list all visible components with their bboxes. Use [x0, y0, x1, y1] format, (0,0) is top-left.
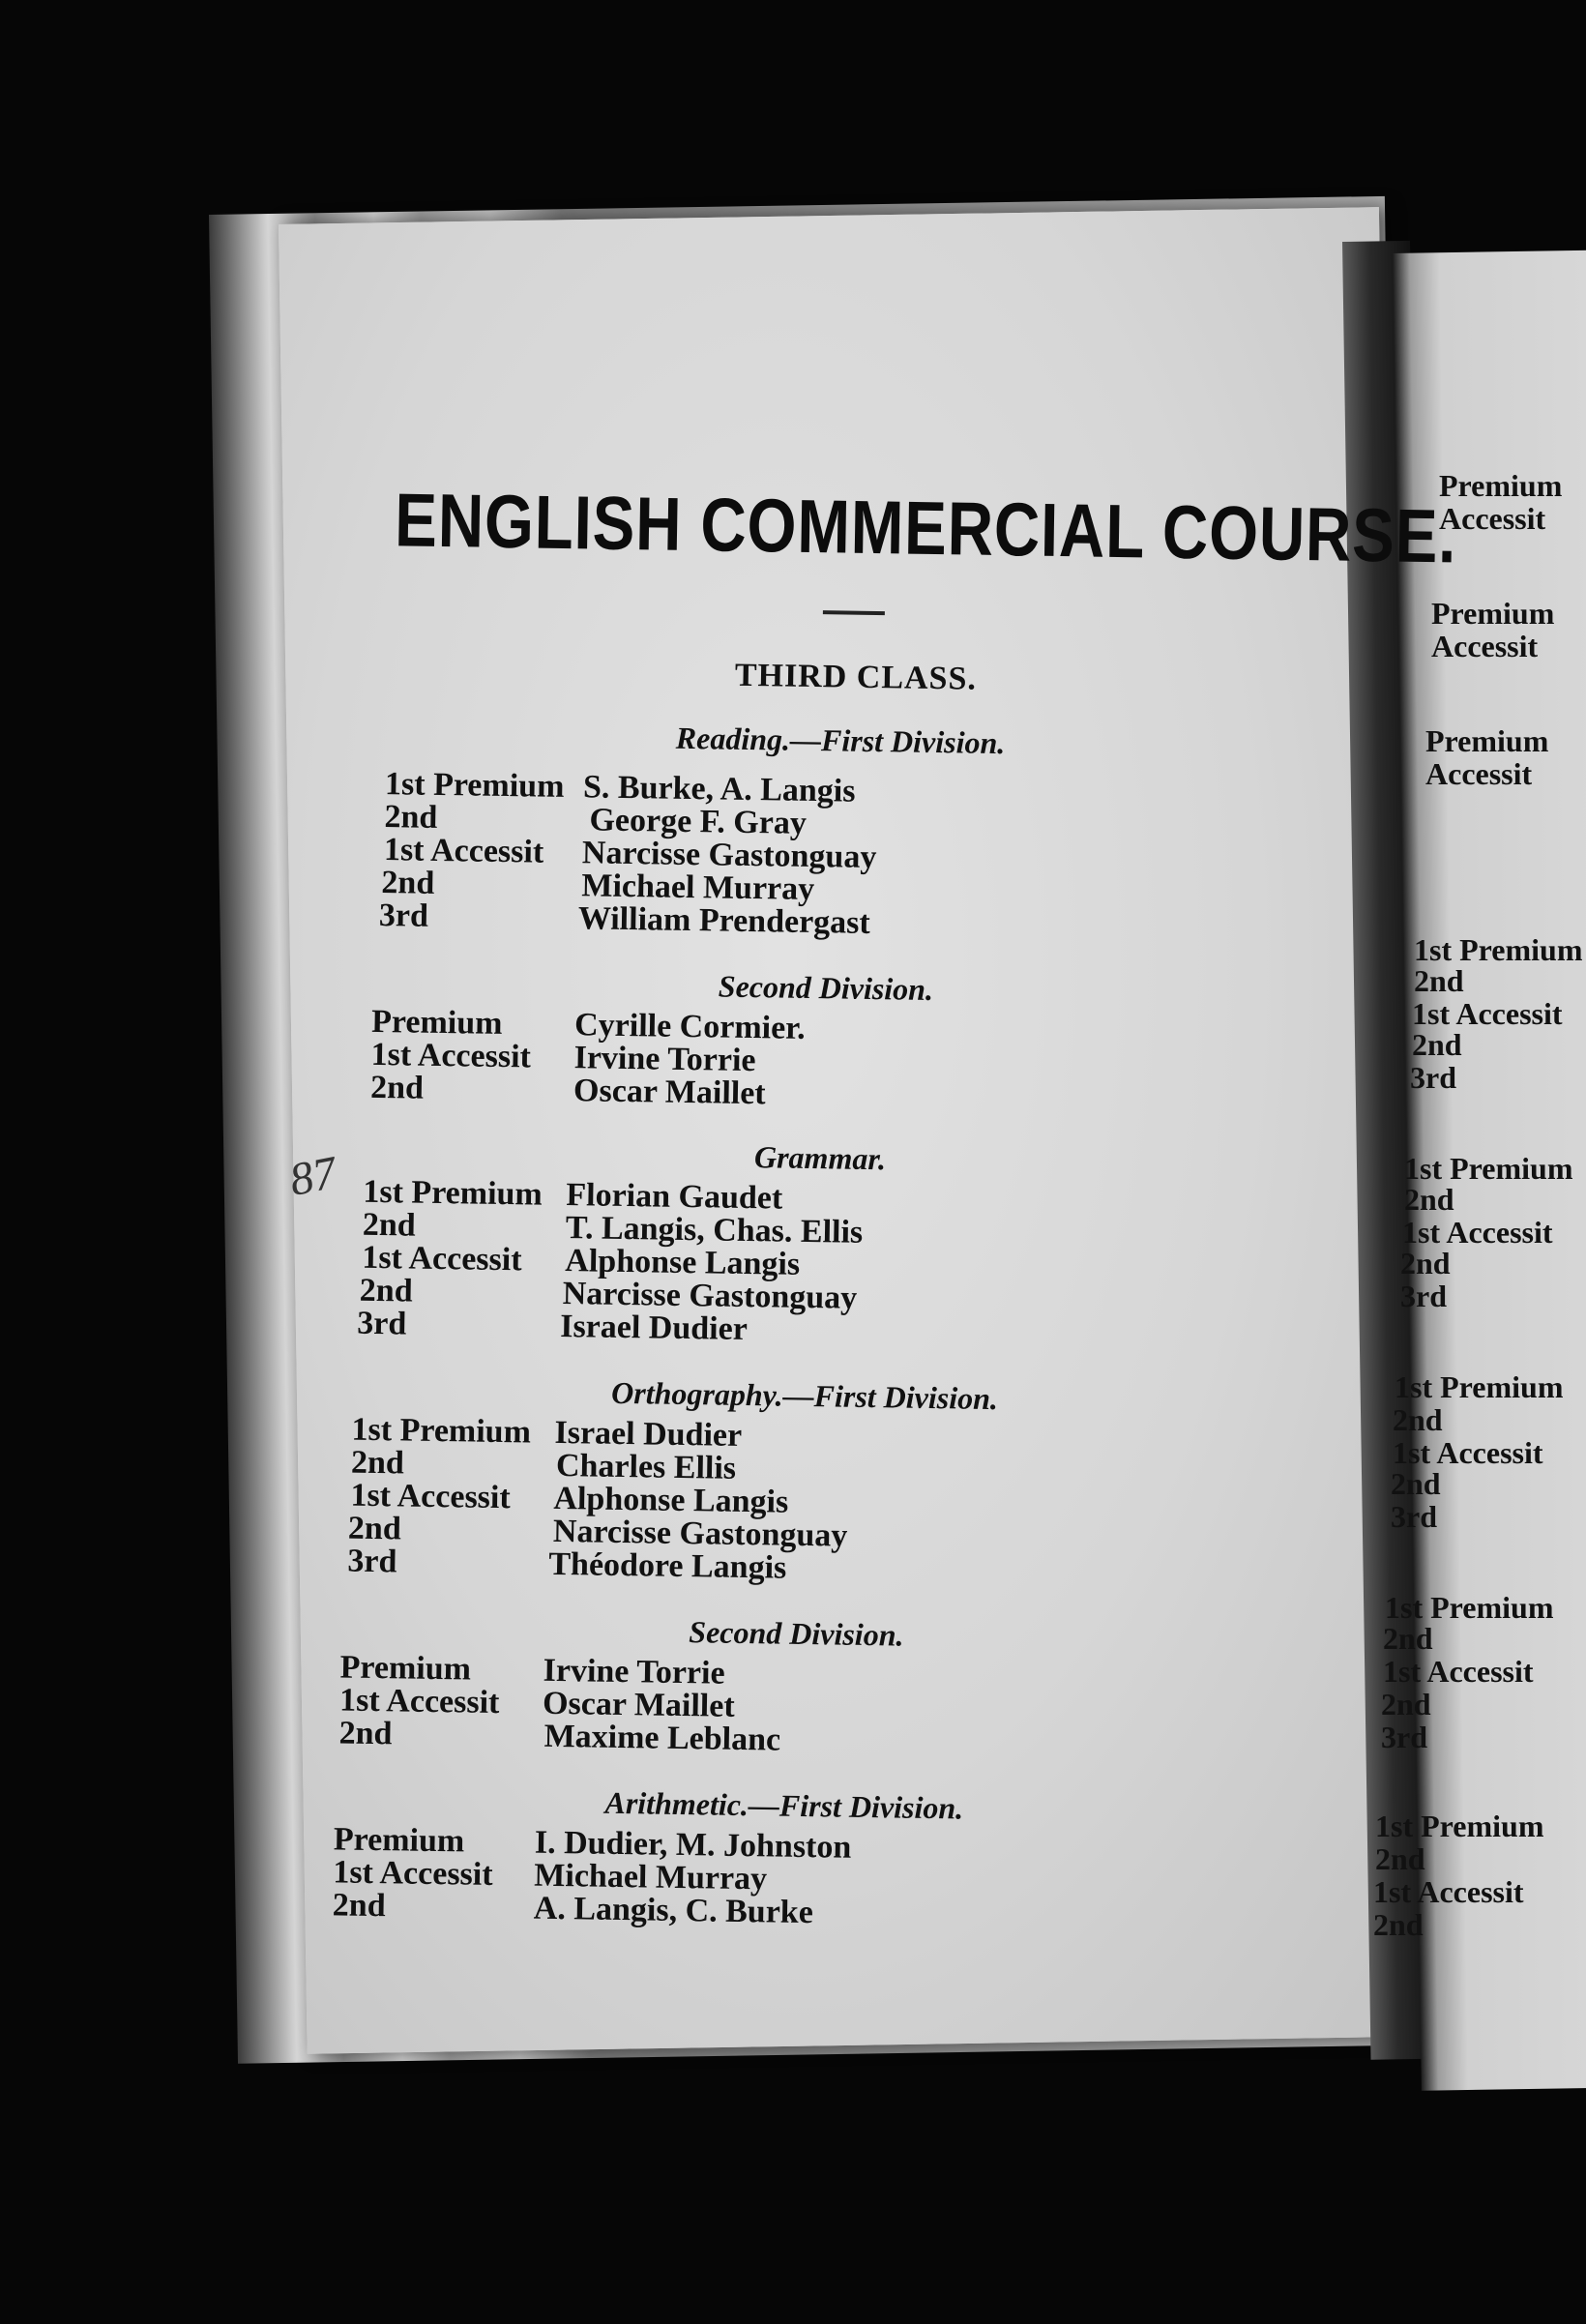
facing-label: 2nd	[1414, 963, 1464, 998]
facing-label: Premium	[1431, 596, 1555, 631]
facing-label: 3rd	[1410, 1060, 1456, 1095]
facing-label: Accessit	[1431, 629, 1539, 663]
section-heading: Second Division.	[689, 1614, 904, 1653]
facing-label: 2nd	[1381, 1687, 1431, 1721]
award-label: 2nd	[347, 1510, 402, 1547]
awardee-name: S. Burke, A. Langis	[582, 769, 856, 809]
facing-label: Premium	[1425, 723, 1549, 758]
facing-label: 1st Accessit	[1393, 1435, 1543, 1470]
awardee-name: Israel Dudier	[559, 1308, 749, 1348]
awardee-name: I. Dudier, M. Johnston	[534, 1824, 852, 1866]
award-label: 1st Premium	[384, 766, 565, 805]
award-label: 1st Accessit	[333, 1854, 493, 1893]
award-label: 2nd	[384, 799, 438, 836]
award-label: 2nd	[350, 1444, 405, 1482]
award-label: 1st Premium	[363, 1173, 543, 1213]
award-label: 1st Accessit	[383, 832, 544, 870]
awardee-name: Maxime Leblanc	[543, 1718, 781, 1758]
awardee-name: Narcisse Gastonguay	[562, 1276, 858, 1316]
awardee-name: Alphonse Langis	[565, 1243, 801, 1282]
award-label: Premium	[333, 1821, 465, 1860]
award-label: 1st Accessit	[370, 1036, 532, 1075]
awardee-name: Michael Murray	[581, 868, 815, 908]
facing-label: 1st Premium	[1414, 932, 1583, 967]
award-label: 3rd	[357, 1305, 407, 1342]
facing-label: Premium	[1439, 468, 1563, 503]
award-label: 2nd	[381, 865, 435, 901]
award-label: 3rd	[378, 897, 429, 934]
handwritten-note: 87	[285, 1146, 341, 1207]
section-heading: Orthography.—First Division.	[610, 1374, 999, 1417]
facing-label: 1st Premium	[1395, 1369, 1564, 1404]
facing-label: 2nd	[1373, 1907, 1424, 1942]
facing-label: 2nd	[1404, 1182, 1454, 1217]
awardee-name: Alphonse Langis	[553, 1480, 789, 1520]
facing-label: 1st Premium	[1404, 1151, 1573, 1186]
awardee-name: Oscar Maillet	[573, 1073, 766, 1112]
award-label: 3rd	[347, 1543, 397, 1580]
awardee-name: Florian Gaudet	[566, 1177, 783, 1217]
awardee-name: T. Langis, Chas. Ellis	[565, 1210, 864, 1250]
facing-label: 1st Accessit	[1373, 1874, 1524, 1909]
facing-label: 1st Premium	[1385, 1590, 1554, 1625]
facing-label: 2nd	[1393, 1402, 1443, 1437]
award-label: 1st Accessit	[338, 1682, 500, 1721]
facing-label: Accessit	[1425, 756, 1533, 791]
awardee-name: Narcisse Gastonguay	[552, 1513, 848, 1554]
facing-label: Accessit	[1439, 501, 1546, 536]
award-label: 2nd	[369, 1069, 425, 1106]
award-label: 1st Premium	[351, 1411, 532, 1451]
awardee-name: Irvine Torrie	[573, 1040, 756, 1079]
award-label: Premium	[370, 1003, 503, 1043]
awardee-name: Théodore Langis	[548, 1545, 787, 1586]
award-label: 1st Accessit	[350, 1477, 512, 1516]
facing-label: 1st Premium	[1375, 1809, 1544, 1843]
facing-label: 2nd	[1400, 1246, 1451, 1280]
award-label: 2nd	[338, 1715, 393, 1752]
awardee-name: Israel Dudier	[554, 1414, 743, 1454]
section-heading: Second Division.	[718, 968, 934, 1007]
awardee-name: Oscar Maillet	[542, 1685, 736, 1724]
award-label: 1st Accessit	[362, 1239, 522, 1279]
facing-label: 3rd	[1391, 1499, 1437, 1534]
awardee-name: Michael Murray	[534, 1857, 768, 1897]
page-title: ENGLISH COMMERCIAL COURSE.	[394, 477, 1458, 579]
facing-label: 2nd	[1412, 1027, 1462, 1062]
awardee-name: Cyrille Cormier.	[573, 1007, 806, 1046]
awardee-name: William Prendergast	[577, 900, 871, 941]
facing-label: 1st Accessit	[1402, 1215, 1553, 1250]
award-label: 2nd	[332, 1887, 386, 1925]
facing-label: 2nd	[1391, 1466, 1441, 1501]
awardee-name: George F. Gray	[589, 802, 808, 841]
facing-label: 1st Accessit	[1412, 996, 1563, 1031]
facing-label: 2nd	[1383, 1621, 1433, 1656]
awardee-name: A. Langis, C. Burke	[533, 1890, 814, 1931]
section-heading: Reading.—First Division.	[675, 720, 1006, 761]
award-label: 2nd	[359, 1272, 413, 1309]
title-rule	[823, 610, 885, 615]
facing-label: 3rd	[1381, 1720, 1427, 1754]
award-label: Premium	[339, 1649, 472, 1688]
awardee-name: Charles Ellis	[555, 1447, 737, 1486]
section-heading: Arithmetic.—First Division.	[604, 1784, 964, 1826]
award-label: 2nd	[362, 1206, 417, 1244]
facing-label: 2nd	[1375, 1841, 1425, 1876]
facing-label: 1st Accessit	[1383, 1654, 1534, 1689]
class-title: THIRD CLASS.	[734, 657, 978, 697]
awardee-name: Irvine Torrie	[543, 1652, 725, 1692]
facing-label: 3rd	[1400, 1279, 1447, 1313]
section-heading: Grammar.	[753, 1139, 887, 1177]
awardee-name: Narcisse Gastonguay	[581, 835, 877, 876]
